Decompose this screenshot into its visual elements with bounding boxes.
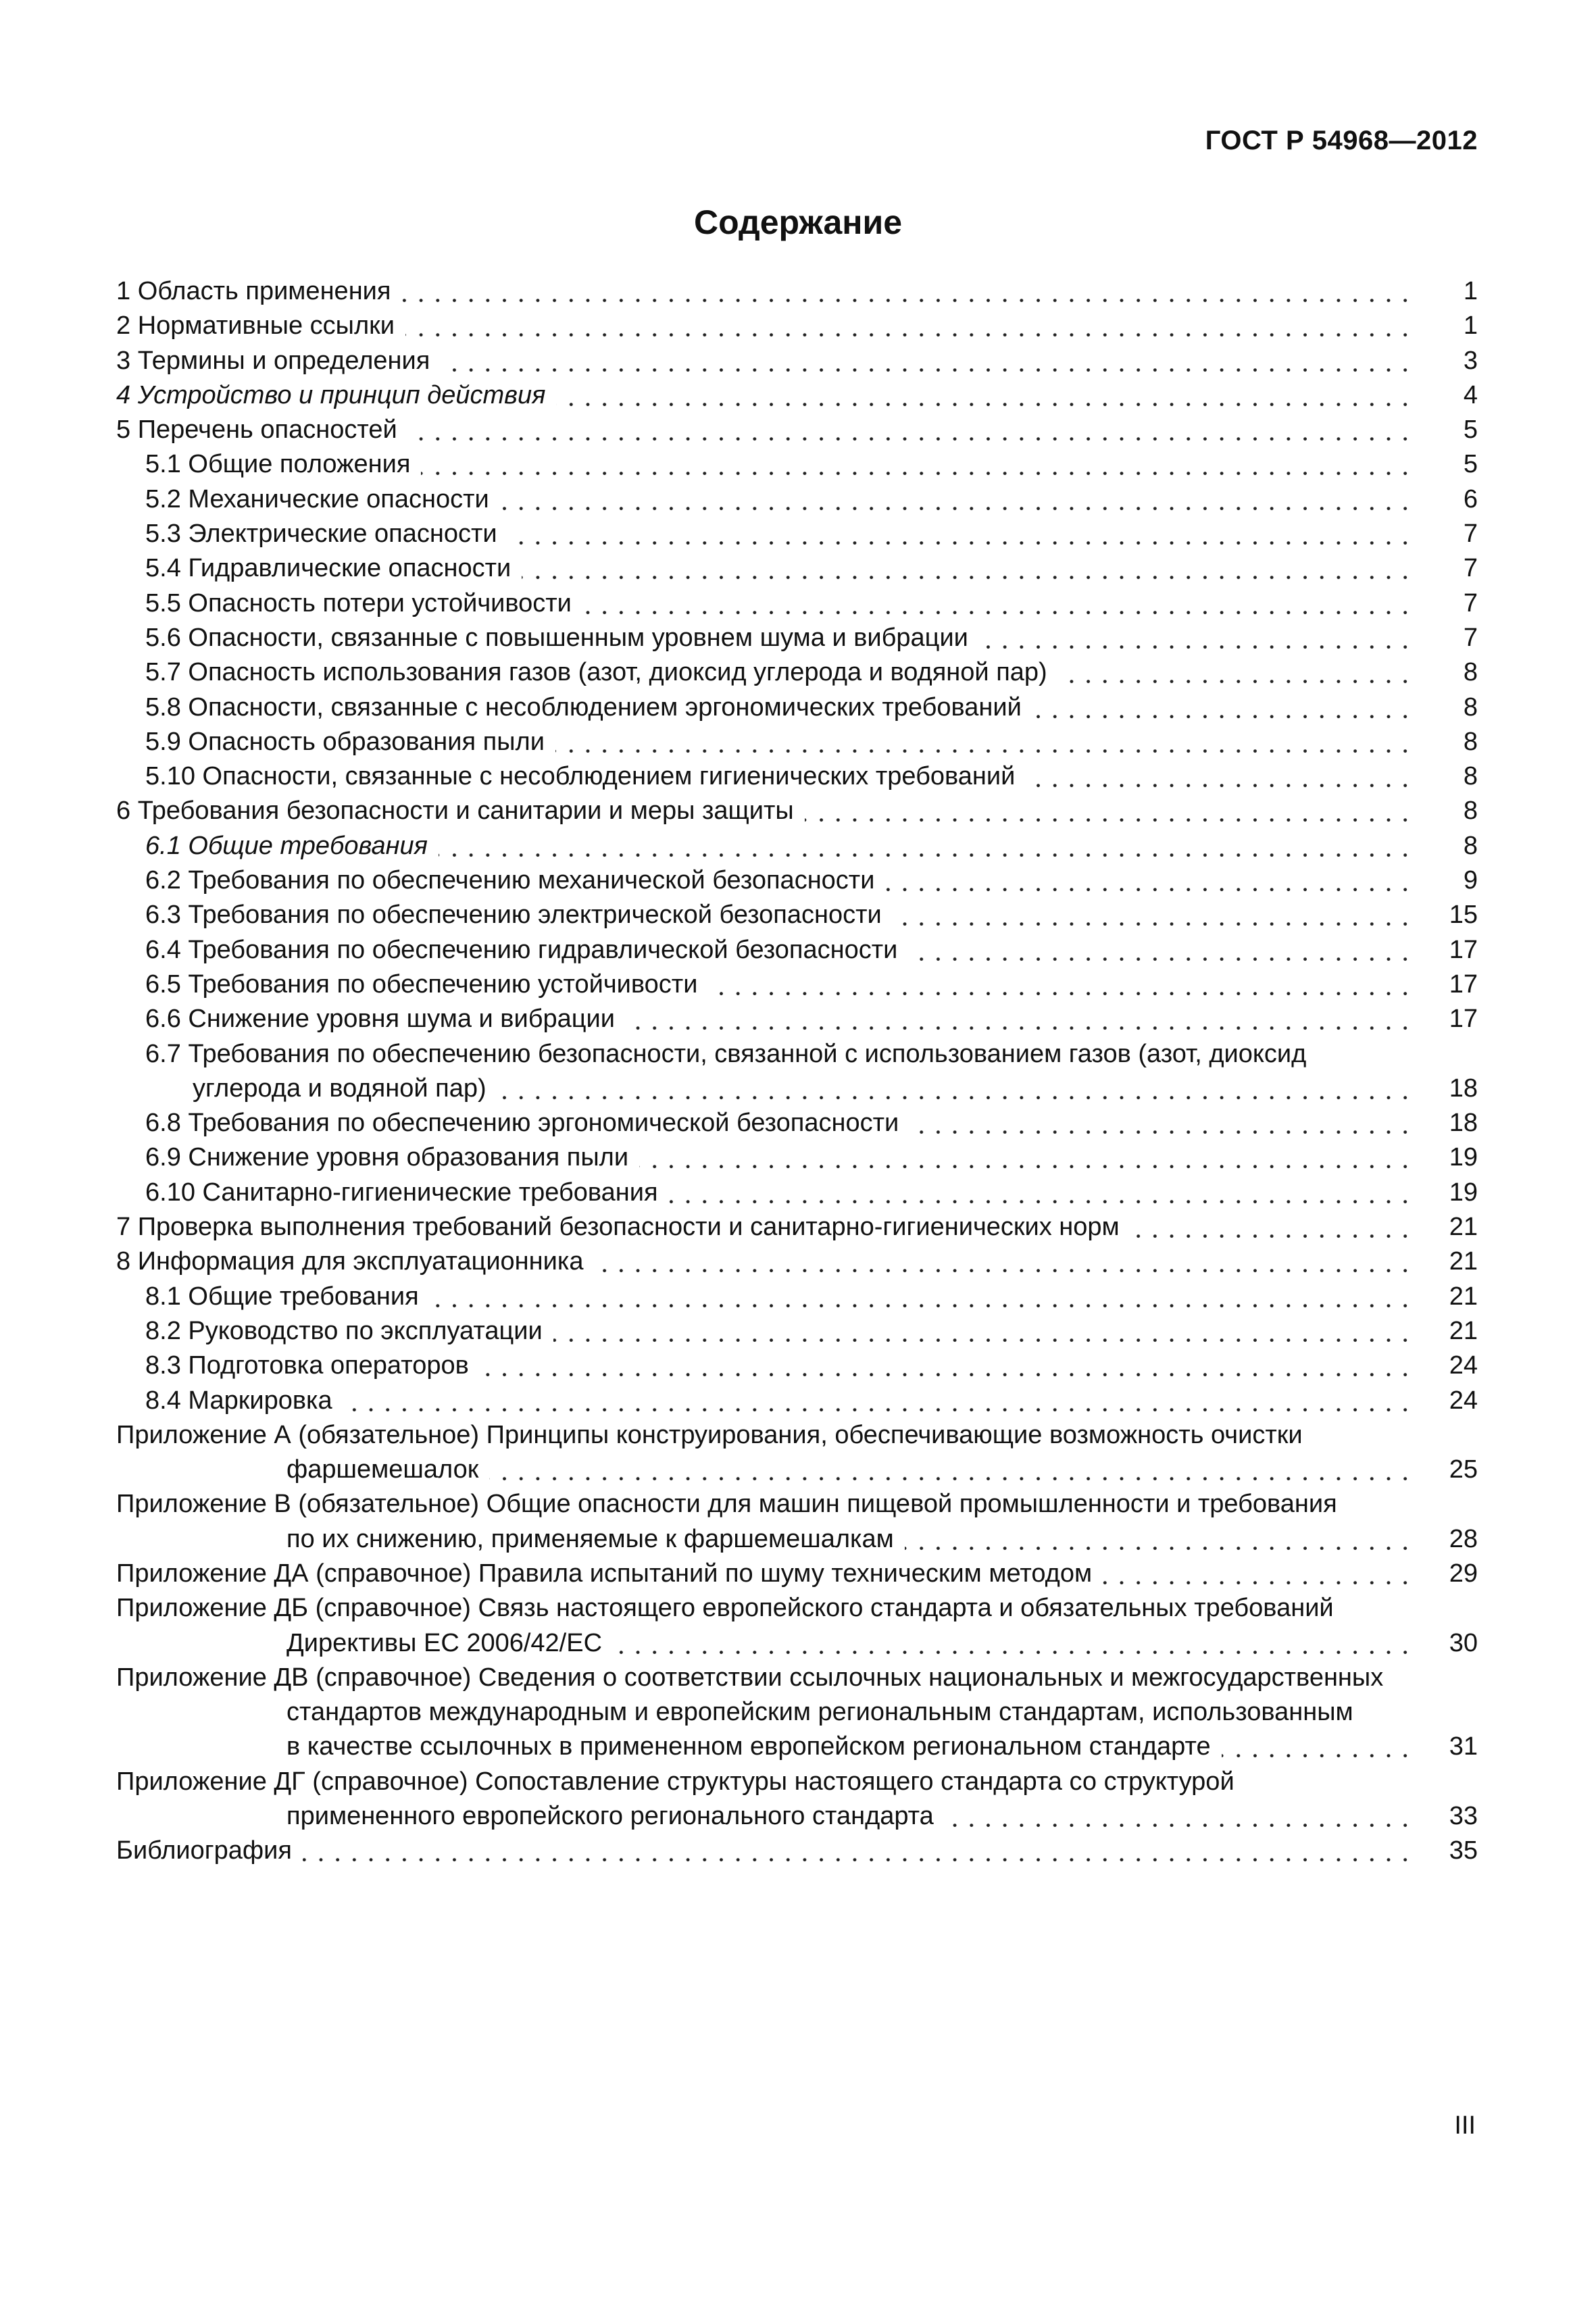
toc-entry[interactable] [116,1002,1478,1036]
toc-entry[interactable] [116,1140,1478,1175]
toc-entry-label: в качестве ссылочных в примененном европейском региональном стандарте [286,1732,1218,1761]
toc-entry-label: 6.2 Требования по обеспечению механической безопасности [145,866,881,895]
toc-page-number: 1 [1463,311,1478,341]
toc-entry-label: Приложение ДБ (справочное) Связь настоящего европейского стандарта и обязательных требований [116,1594,1341,1622]
toc-page-number: 28 [1449,1524,1478,1553]
toc-page-number: 8 [1463,693,1478,722]
dot-leader [613,1626,1414,1661]
toc-page-number: 3 [1463,346,1478,375]
dot-leader [430,1280,1414,1314]
dot-leader [1032,690,1414,725]
toc-page-number: 7 [1463,554,1478,583]
toc-entry[interactable] [116,551,1478,586]
dot-leader [639,1140,1414,1175]
dot-leader [408,413,1414,447]
toc-entry[interactable] [116,1661,1478,1765]
dot-leader [905,1522,1414,1557]
dot-leader [582,586,1414,621]
toc-entry[interactable] [116,1487,1478,1557]
toc-entry[interactable] [116,1591,1478,1661]
dot-leader [885,863,1414,898]
dot-leader [1058,655,1414,690]
toc-entry-label: 8.2 Руководство по эксплуатации [145,1317,549,1345]
toc-page-number: 29 [1449,1559,1478,1588]
toc-page-number: 18 [1449,1109,1478,1138]
document-header: ГОСТ Р 54968—2012 [1205,126,1478,155]
toc-page-number: 9 [1463,866,1478,895]
toc-entry[interactable] [116,1280,1478,1314]
dot-leader [480,1349,1414,1383]
dot-leader [909,1106,1414,1140]
toc-page-number: 25 [1449,1455,1478,1484]
toc-entry-label: примененного европейского регионального стандарта [286,1802,941,1830]
toc-entry-label: 5.6 Опасности, связанные с повышенным уровнем шума и вибрации [145,624,975,652]
page-folio: III [1454,2111,1476,2140]
toc-entry[interactable] [116,1765,1478,1834]
toc-entry[interactable] [116,1384,1478,1418]
toc-page-number: 21 [1449,1213,1478,1242]
toc-entry[interactable] [116,482,1478,517]
toc-entry-label: 5.8 Опасности, связанные с несоблюдением эргономических требований [145,693,1028,722]
toc-entry-label: 6.10 Санитарно-гигиенические требования [145,1178,665,1207]
dot-leader [500,482,1414,517]
toc-entry-label: 5.7 Опасность использования газов (азот, диоксид углерода и водяной пар) [145,658,1054,686]
toc-entry-label: 5.1 Общие положения [145,450,417,478]
dot-leader [508,517,1414,551]
toc-page-number: 21 [1449,1316,1478,1345]
toc-entry[interactable] [116,309,1478,343]
toc-page-number: 17 [1449,970,1478,999]
toc-entry-label: 6.6 Снижение уровня шума и вибрации [145,1005,622,1033]
toc-entry[interactable] [116,378,1478,413]
toc-page-number: 21 [1449,1247,1478,1276]
dot-leader [401,274,1414,309]
dot-leader [343,1384,1414,1418]
toc-entry[interactable] [116,655,1478,690]
toc-entry-label: фаршемешалок [286,1455,485,1484]
dot-leader [497,1072,1414,1106]
dot-leader [555,725,1414,759]
toc-entry[interactable] [116,586,1478,621]
toc-entry-label: Приложение ДВ (справочное) Сведения о соответствии ссылочных национальных и межгосударственных [116,1663,1390,1692]
toc-entry[interactable] [116,1349,1478,1383]
toc-entry-label: 1 Область применения [116,277,397,305]
dot-leader [556,378,1414,413]
toc-entry[interactable] [116,1037,1478,1107]
toc-page-number: 7 [1463,520,1478,549]
dot-leader [1026,759,1414,794]
toc-page-number: 24 [1449,1351,1478,1380]
toc-entry[interactable] [116,413,1478,447]
toc-entry[interactable] [116,1418,1478,1488]
toc-entry[interactable] [116,794,1478,828]
toc-entry[interactable] [116,1244,1478,1279]
toc-entry[interactable] [116,829,1478,863]
toc-entry-label: 5 Перечень опасностей [116,416,404,444]
toc-entry[interactable] [116,898,1478,932]
toc-entry-label: стандартов международным и европейским региональным стандартам, использованным [286,1698,1360,1726]
toc-entry[interactable] [116,759,1478,794]
dot-leader [1130,1210,1414,1244]
toc-entry-label: 8 Информация для эксплуатационника [116,1247,590,1276]
toc-entry-label: Приложение ДА (справочное) Правила испытаний по шуму техническим методом [116,1559,1099,1588]
toc-page-number: 5 [1463,416,1478,445]
toc-entry-label: 6.3 Требования по обеспечению электрической безопасности [145,901,889,929]
dot-leader [441,344,1414,378]
toc-entry-label: 4 Устройство и принцип действия [116,381,552,409]
toc-entry-label: 6.8 Требования по обеспечению эргономической безопасности [145,1109,905,1137]
toc-page-number: 1 [1463,277,1478,305]
toc-page-number: 8 [1463,831,1478,860]
toc-entry-label: 6.5 Требования по обеспечению устойчивости [145,970,704,999]
toc-page-number: 7 [1463,623,1478,652]
dot-leader [626,1002,1414,1036]
toc-entry-label: 6.1 Общие требования [145,832,434,860]
dot-leader [805,794,1414,828]
dot-leader [489,1453,1414,1487]
toc-entry[interactable] [116,517,1478,551]
dot-leader [303,1834,1414,1868]
toc-entry-label: 2 Нормативные ссылки [116,311,401,340]
toc-page-number: 33 [1449,1802,1478,1831]
toc-entry-label: по их снижению, применяемые к фаршемешалкам [286,1525,901,1553]
toc-page-number: 19 [1449,1178,1478,1207]
dot-leader [893,898,1414,932]
toc-page-number: 30 [1449,1628,1478,1657]
dot-leader [979,621,1414,655]
toc-entry-label: 5.4 Гидравлические опасности [145,554,518,582]
dot-leader [439,829,1414,863]
toc-entry-label: Директивы ЕС 2006/42/ЕС [286,1629,609,1657]
toc-entry[interactable] [116,621,1478,655]
toc-page-number: 31 [1449,1732,1478,1761]
dot-leader [405,309,1414,343]
toc-page-number: 8 [1463,727,1478,756]
toc-entry[interactable] [116,1314,1478,1349]
toc-page-number: 8 [1463,797,1478,826]
toc-entry[interactable] [116,933,1478,967]
toc-page-number: 8 [1463,762,1478,791]
dot-leader [522,551,1414,586]
toc-entry[interactable] [116,1210,1478,1244]
toc-entry-label: 5.5 Опасность потери устойчивости [145,589,578,618]
page-title: Содержание [693,203,903,241]
toc-entry[interactable] [116,274,1478,309]
toc-entry-label: Приложение В (обязательное) Общие опасности для машин пищевой промышленности и требования [116,1490,1344,1518]
toc-entry-label: 8.1 Общие требования [145,1282,426,1311]
toc-page-number: 19 [1449,1143,1478,1172]
toc-entry-label: углерода и водяной пар) [193,1074,493,1103]
toc-entry-label: 5.2 Механические опасности [145,485,496,513]
toc-entry[interactable] [116,967,1478,1002]
toc-entry-label: 7 Проверка выполнения требований безопасности и санитарно-гигиенических норм [116,1213,1126,1241]
toc-entry[interactable] [116,1106,1478,1140]
toc-entry[interactable] [116,1834,1478,1868]
toc-entry[interactable] [116,690,1478,725]
toc-page-number: 17 [1449,935,1478,964]
toc-entry-label: Приложение А (обязательное) Принципы конструирования, обеспечивающие возможность очистки [116,1421,1310,1449]
toc-page-number: 8 [1463,658,1478,687]
dot-leader [669,1176,1414,1210]
toc-page-number: 18 [1449,1074,1478,1103]
toc-entry[interactable] [116,725,1478,759]
toc-entry-label: Библиография [116,1836,299,1865]
toc-entry[interactable] [116,1557,1478,1591]
toc-entry[interactable] [116,1176,1478,1210]
toc-page-number: 4 [1463,380,1478,409]
toc-page-number: 6 [1463,484,1478,513]
toc-entry[interactable] [116,863,1478,898]
toc-page-number: 24 [1449,1386,1478,1415]
toc-entry-label: 8.3 Подготовка операторов [145,1351,476,1380]
dot-leader [553,1314,1414,1349]
toc-entry-label: 6 Требования безопасности и санитарии и меры защиты [116,797,801,825]
toc-entry-label: 5.10 Опасности, связанные с несоблюдением гигиенических требований [145,762,1022,790]
dot-leader [708,967,1414,1002]
toc-entry[interactable] [116,344,1478,378]
toc-page-number: 17 [1449,1005,1478,1034]
dot-leader [594,1244,1414,1279]
dot-leader [1103,1557,1414,1591]
toc-page-number: 21 [1449,1282,1478,1311]
dot-leader [945,1799,1414,1834]
toc-entry-label: 6.9 Снижение уровня образования пыли [145,1143,635,1172]
toc-entry-label: 3 Термины и определения [116,347,437,375]
toc-entry[interactable] [116,447,1478,482]
dot-leader [1222,1730,1414,1764]
dot-leader [908,933,1414,967]
toc-entry-label: 5.3 Электрические опасности [145,520,504,548]
toc-page-number: 15 [1449,901,1478,930]
toc-entry-label: 6.4 Требования по обеспечению гидравлической безопасности [145,936,904,964]
toc-entry-label: 6.7 Требования по обеспечению безопасности, связанной с использованием газов (азот, диоксид [145,1040,1313,1068]
toc-entry-label: 5.9 Опасность образования пыли [145,728,551,756]
dot-leader [421,447,1414,482]
table-of-contents [116,274,1478,1869]
toc-entry-label: 8.4 Маркировка [145,1386,339,1415]
toc-page-number: 5 [1463,450,1478,479]
toc-page-number: 7 [1463,588,1478,618]
toc-page-number: 35 [1449,1836,1478,1865]
toc-entry-label: Приложение ДГ (справочное) Сопоставление структуры настоящего стандарта со структурой [116,1767,1241,1796]
